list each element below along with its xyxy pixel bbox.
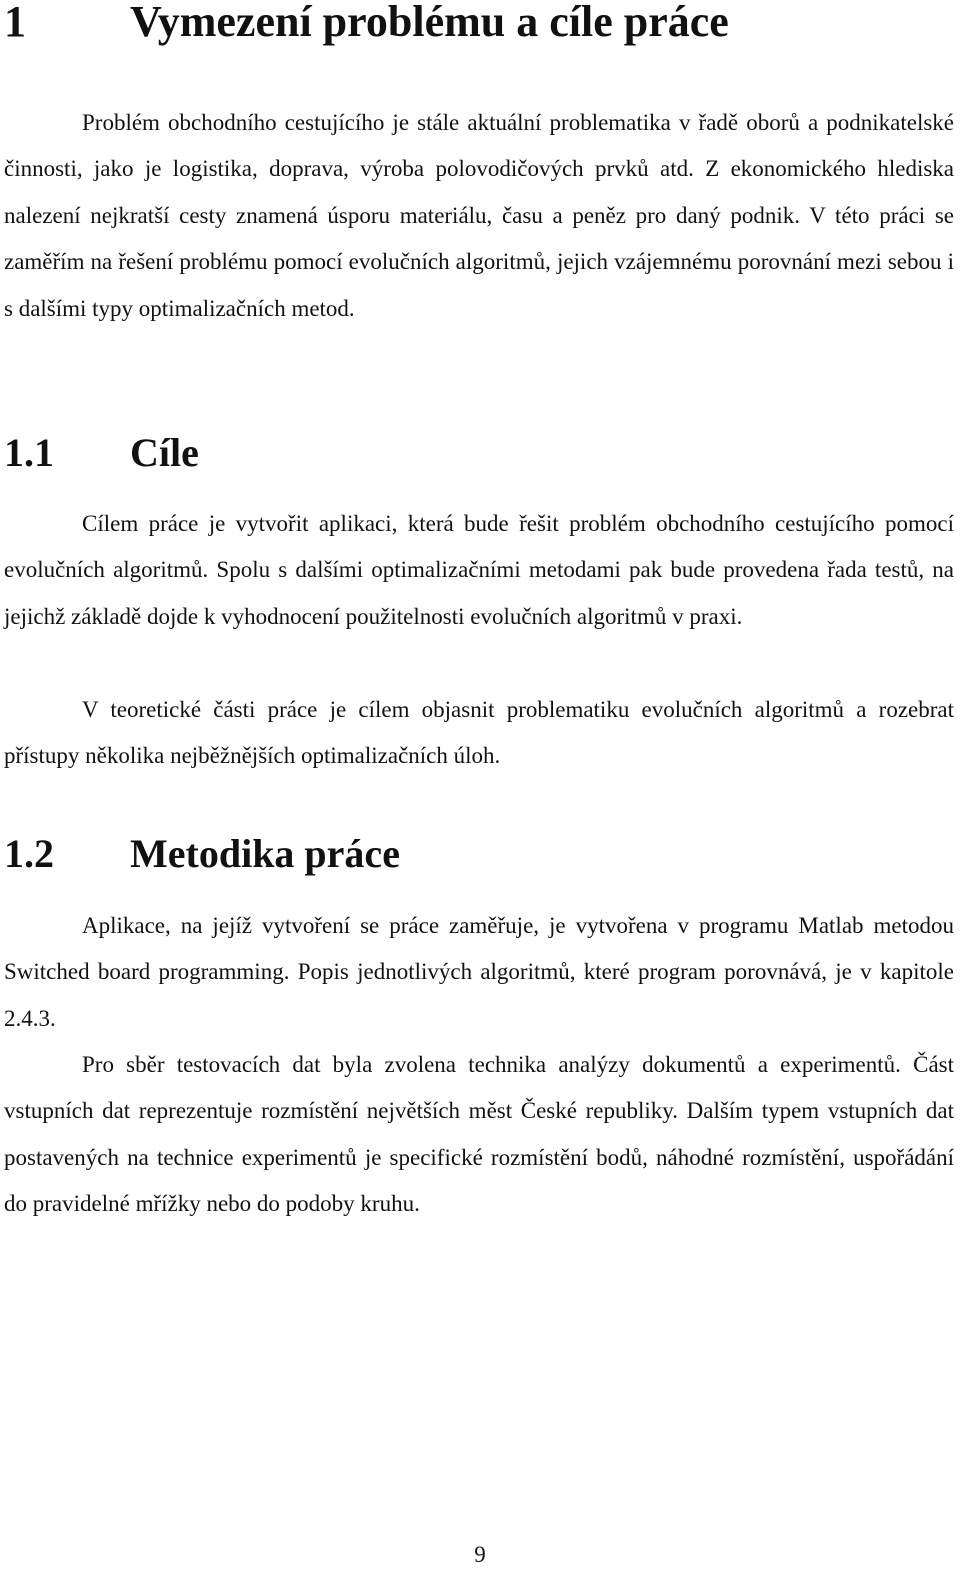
section-heading-1-1: [4, 430, 199, 475]
section-title-1-1: Cíle: [130, 430, 199, 475]
chapter-number: 1: [4, 0, 26, 46]
section-1-1-paragraph-1: Cílem práce je vytvořit aplikaci, která bude řešit problém obchodního cestujícího pomocí evolučních algoritmů. Spolu s dalšími optimalizačními metodami pak bude provedena řada testů, na jejichž základě dojde k vyhodnocení použitelnosti evolučních algoritmů v praxi.: [4, 511, 954, 629]
section-number-1-1: 1.1: [4, 430, 54, 475]
chapter-title: Vymezení problému a cíle práce: [130, 0, 729, 46]
chapter-paragraph-1: Problém obchodního cestujícího je stále aktuální problematika v řadě oborů a podnikatelské činnosti, jako je logistika, doprava, výroba polovodičových prvků atd. Z ekonomického hlediska nalezení nejkratší cesty znamená úsporu materiálu, času a peněz pro daný podnik. V této práci se zaměřím na řešení problému pomocí evolučních algoritmů, jejich vzájemnému porovnání mezi sebou i s dalšími typy optimalizačních metod.: [4, 110, 954, 321]
section-1-2-paragraph-1: Aplikace, na jejíž vytvoření se práce zaměřuje, je vytvořena v programu Matlab metodou Switched board programming. Popis jednotlivých algoritmů, které program porovnává, je v kapitole 2.4.3.: [4, 913, 954, 1031]
section-1-2-paragraph-2: Pro sběr testovacích dat byla zvolena technika analýzy dokumentů a experimentů. Část vstupních dat reprezentuje rozmístění největších měst České republiky. Dalším typem vstupních dat postavených na technice experimentů je specifické rozmístění bodů, náhodné rozmístění, uspořádání do pravidelné mřížky nebo do podoby kruhu.: [4, 1052, 954, 1217]
section-heading-1-2: [4, 831, 400, 876]
section-1-1-paragraph-2: V teoretické části práce je cílem objasnit problematiku evolučních algoritmů a rozebrat přístupy několika nejběžnějších optimalizačních úloh.: [4, 697, 954, 769]
section-number-1-2: 1.2: [4, 831, 54, 876]
page-number: 9: [474, 1542, 486, 1567]
section-title-1-2: Metodika práce: [130, 831, 400, 876]
chapter-heading: [4, 0, 729, 46]
